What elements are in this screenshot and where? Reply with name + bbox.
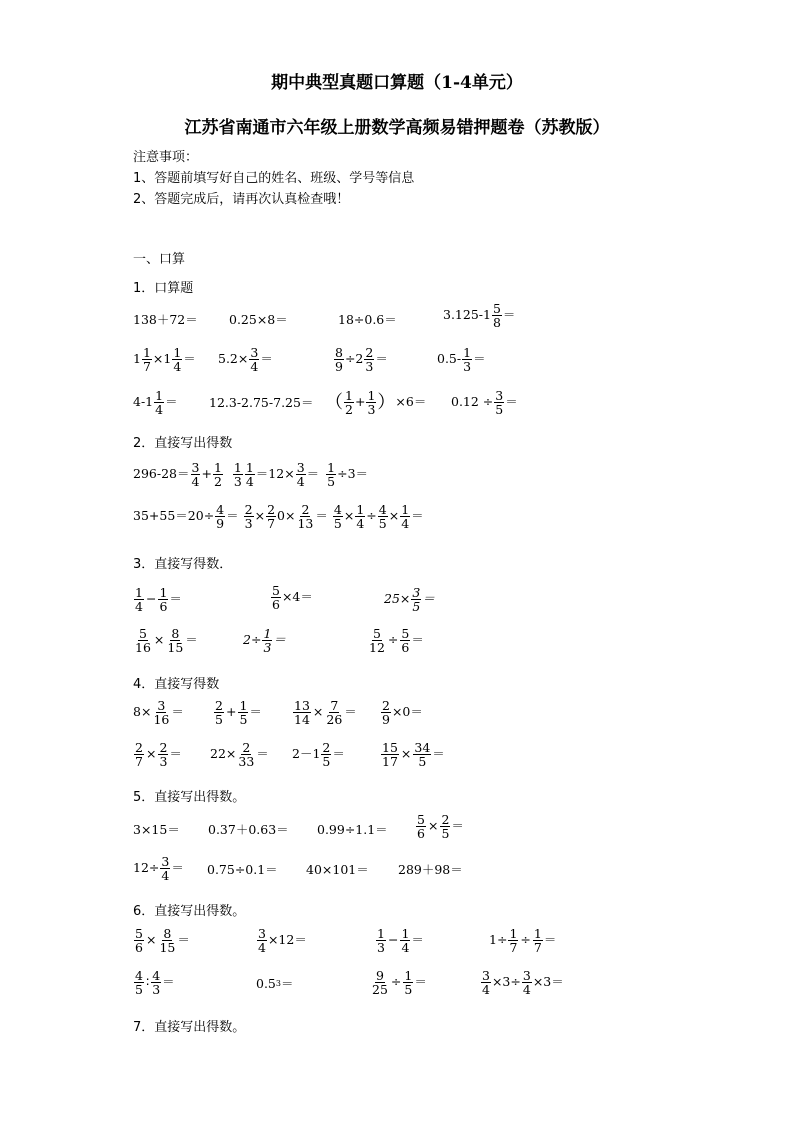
expression: 0.37＋0.63＝	[208, 822, 289, 837]
question-label: 1．口算题	[133, 281, 194, 296]
expression: $\frac{4}{5}$ ∶ $\frac{4}{3}$ ＝	[135, 968, 175, 998]
notes-heading: 注意事项：	[133, 150, 199, 165]
expression: 2－1 $\frac{2}{5}$ ＝	[292, 740, 345, 770]
question-label: 4．直接写得数	[133, 677, 220, 692]
expression: 4-1 $\frac{1}{4}$ ＝	[133, 388, 178, 418]
expression: （ $\frac{1}{2}$ + $\frac{1}{3}$ ） ×6＝	[325, 388, 427, 418]
expression: $\frac{5}{12}$ ÷ $\frac{5}{6}$ ＝	[369, 626, 424, 656]
expression: $\frac{2}{9}$ ×0＝	[382, 698, 423, 728]
expression: $\frac{3}{4}$ ×12＝	[258, 926, 307, 956]
expression: $\frac{5}{16}$ × $\frac{8}{15}$ ＝	[135, 626, 198, 656]
expression: 12÷ $\frac{3}{4}$ ＝	[133, 854, 184, 884]
note-item: 1、答题前填写好自己的姓名、班级、学号等信息	[133, 171, 415, 186]
expression: 12.3-2.75-7.25＝	[209, 395, 314, 410]
expression: 1 $\frac{1}{7}$ ×1 $\frac{1}{4}$ ＝	[133, 345, 196, 375]
expression: 18÷0.6＝	[338, 312, 397, 327]
expression-row: 296-28＝ $\frac{3}{4}$ + $\frac{1}{2}$ $\frac{1}{3}$ $\frac{1}{4}$ ＝12× $\frac{3}{4}$ ＝ $\frac{1}{5}$ ÷3＝	[133, 460, 369, 490]
expression-row: 35+55＝20÷ $\frac{4}{9}$ ＝ $\frac{2}{3}$ × $\frac{2}{7}$ 0× $\frac{2}{13}$ ＝ $\frac{4}{5}$ × $\frac{1}{4}$ ÷ $\frac{4}{5}$ × $\frac{1}{4}$ ＝	[133, 502, 424, 532]
expression: $\frac{1}{4}$ − $\frac{1}{6}$ ＝	[135, 585, 182, 615]
question-label: 2．直接写出得数	[133, 436, 233, 451]
question-label: 7．直接写出得数。	[133, 1020, 246, 1035]
expression: $\frac{1}{3}$ − $\frac{1}{4}$ ＝	[377, 926, 424, 956]
expression: 289＋98＝	[398, 862, 463, 877]
expression: 25× $\frac{3}{5}$ ＝	[384, 585, 435, 615]
note-item: 2、答题完成后，请再次认真检查哦！	[133, 192, 350, 207]
section-heading: 一、口算	[133, 252, 186, 267]
expression: $\frac{8}{9}$ ÷2 $\frac{2}{3}$ ＝	[335, 345, 388, 375]
expression: 5.2× $\frac{3}{4}$ ＝	[218, 345, 273, 375]
expression: $\frac{13}{14}$ × $\frac{7}{26}$ ＝	[294, 698, 357, 728]
question-label: 5．直接写出得数。	[133, 790, 246, 805]
expression: 0.25×8＝	[229, 312, 288, 327]
expression: $\frac{2}{5}$ + $\frac{1}{5}$ ＝	[215, 698, 262, 728]
expression: 8× $\frac{3}{16}$ ＝	[133, 698, 184, 728]
expression: 138＋72＝	[133, 312, 198, 327]
page-subtitle: 江苏省南通市六年级上册数学高频易错押题卷（苏教版）	[184, 118, 610, 138]
expression: 0.99÷1.1＝	[317, 822, 388, 837]
page-title: 期中典型真题口算题（1-4单元）	[271, 73, 523, 93]
expression: 0.75÷0.1＝	[207, 862, 278, 877]
expression: $\frac{5}{6}$ × $\frac{8}{15}$ ＝	[135, 926, 190, 956]
expression: 3×15＝	[133, 822, 180, 837]
expression: 1÷ $\frac{1}{7}$ ÷ $\frac{1}{7}$ ＝	[489, 926, 557, 956]
expression: 0.5- $\frac{1}{3}$ ＝	[437, 345, 486, 375]
question-label: 3．直接写得数．	[133, 557, 233, 572]
expression: $\frac{5}{6}$ ×4＝	[272, 583, 313, 613]
expression: 40×101＝	[306, 862, 369, 877]
expression: $\frac{3}{4}$ ×3÷ $\frac{3}{4}$ ×3＝	[482, 968, 564, 998]
expression: 2÷ $\frac{1}{3}$ ＝	[243, 626, 286, 656]
expression: $\frac{15}{17}$ × $\frac{34}{5}$ ＝	[382, 740, 445, 770]
question-label: 6．直接写出得数。	[133, 904, 246, 919]
expression: 22× $\frac{2}{33}$ ＝	[210, 740, 269, 770]
expression: $\frac{5}{6}$ × $\frac{2}{5}$ ＝	[417, 812, 464, 842]
expression: 0.12 ÷ $\frac{3}{5}$ ＝	[451, 388, 518, 418]
expression: $\frac{2}{7}$ × $\frac{2}{3}$ ＝	[135, 740, 182, 770]
expression: 0.5 3 ＝	[256, 976, 294, 991]
expression: 3.125-1 $\frac{5}{8}$ ＝	[443, 301, 516, 331]
expression: $\frac{9}{25}$ ÷ $\frac{1}{5}$ ＝	[372, 968, 427, 998]
